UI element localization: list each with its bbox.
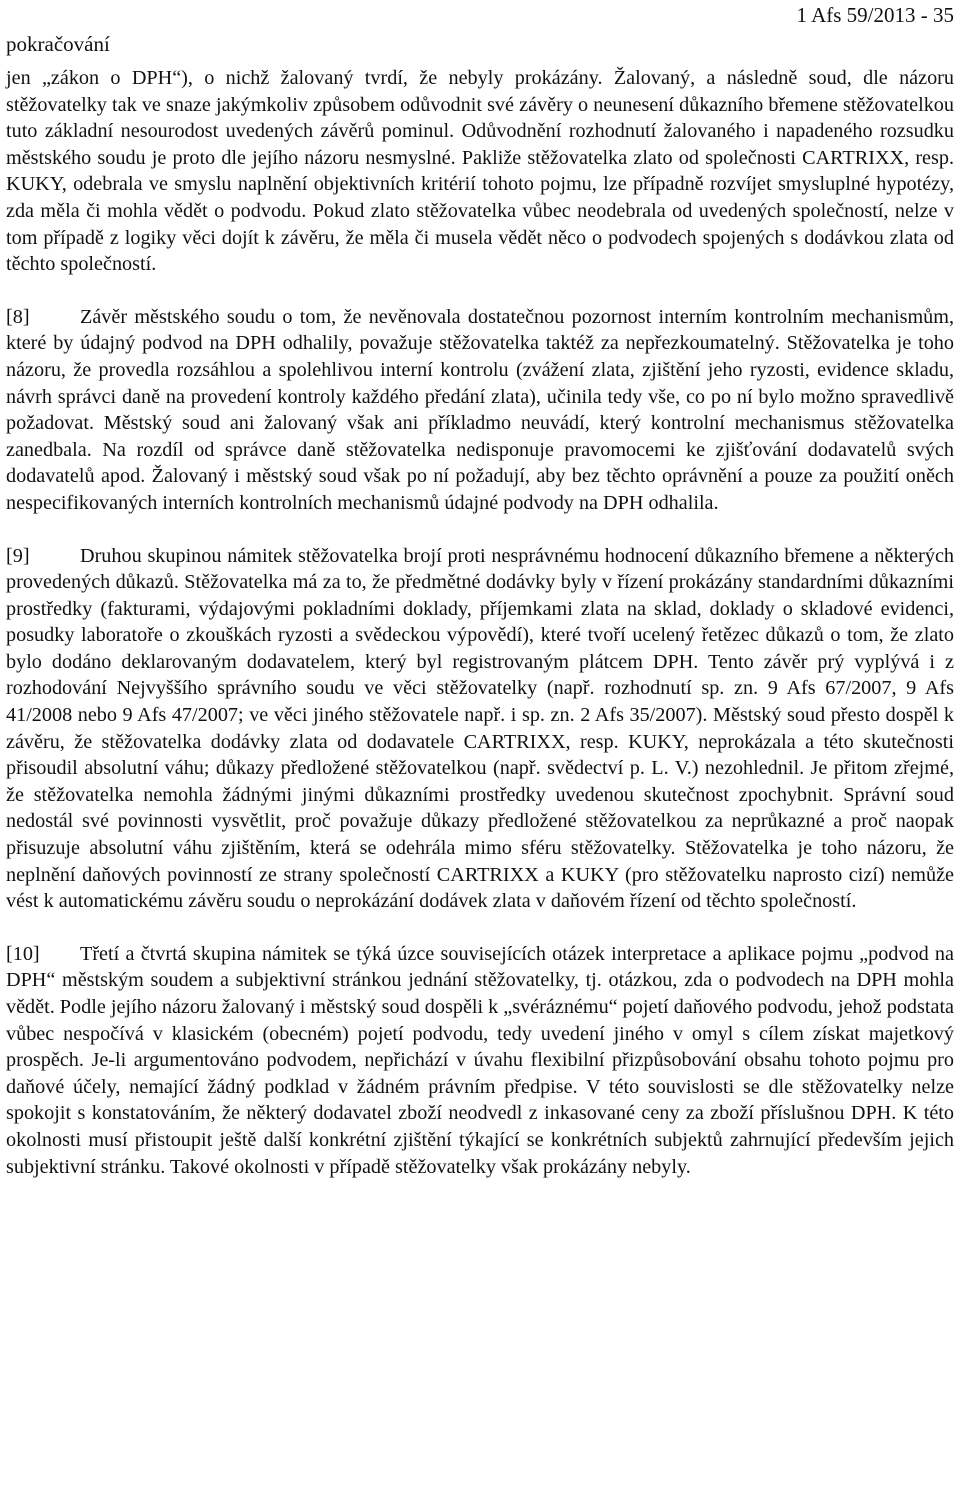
paragraph-number: [9]: [6, 544, 30, 567]
continuation-label: pokračování: [6, 32, 110, 56]
paragraph-continued: [6, 65, 954, 278]
paragraph-8: [6, 304, 954, 517]
paragraph-9: [6, 543, 954, 915]
paragraph-number: [10]: [6, 942, 40, 965]
paragraph-text: Druhou skupinou námitek stěžovatelka brojí proti nesprávnému hodnocení důkazního břemene a některých provedených důkazů. Stěžovatelka má za to, že předmětné dodávky byly v řízení prokázány standardními důkazními prostředky (fakturami, výdajovými pokladními doklady, příjemkami zlata na sklad, doklady o skladové evidenci, posudky laboratoře o zkouškách ryzosti a svědeckou výpovědí), které tvoří ucelený řetězec důkazů o tom, že zlato bylo dodáno deklarovaným dodavatelem, který byl registrovaným plátcem DPH. Tento závěr prý vyplývá i z rozhodování Nejvyššího správního soudu ve věci stěžovatelky (např. rozhodnutí sp. zn. 9 Afs 67/2007, 9 Afs 41/2008 nebo 9 Afs 47/2007; ve věci jiného stěžovatele např. i sp. zn. 2 Afs 35/2007). Městský soud přesto dospěl k závěru, že stěžovatelka dodávky zlata od dodavatele CARTRIXX, resp. KUKY, neprokázala a této skutečnosti přisoudil absolutní váhu; důkazy předložené stěžovatelkou (např. svědectví p. L. V.) nezohlednil. Je přitom zřejmé, že stěžovatelka nemohla žádnými jinými důkazními prostředky uvedenou skutečnost zpochybnit. Správní soud nedostál své povinnosti vysvětlit, proč považuje důkazy předložené stěžovatelkou za neprůkazné a proč naopak přisuzuje absolutní váhu zjištěním, která se odehrála mimo sféru stěžovatelky. Stěžovatelka je toho názoru, že neplnění daňových povinností ze strany společností CARTRIXX a KUKY (pro stěžovatelku naprosto cizí) nemůže vést k automatickému závěru soudu o neprokázání dodávek zlata v daňovém řízení od těchto společností.: [6, 544, 954, 913]
paragraph-text: jen „zákon o DPH“), o nichž žalovaný tvrdí, že nebyly prokázány. Žalovaný, a následně soud, dle názoru stěžovatelky tak ve snaze jakýmkoliv způsobem odůvodnit své závěry o neunesení důkazního břemene stěžovatelkou tuto základní nesourodost uvedených závěrů pominul. Odůvodnění rozhodnutí žalovaného i napadeného rozsudku městského soudu je proto dle jejího názoru nesmyslné. Pakliže stěžovatelka zlato od společnosti CARTRIXX, resp. KUKY, odebrala ve smyslu naplnění objektivních kritérií tohoto pojmu, lze případně rozvíjet smysluplné hypotézy, zda měla či mohla vědět o podvodu. Pokud zlato stěžovatelka vůbec neodebrala od uvedených společností, nelze v tom případě z logiky věci dojít k závěru, že měla či musela vědět něco o podvodech spojených s dodávkou zlata od těchto společností.: [6, 67, 954, 276]
paragraph-text: Třetí a čtvrtá skupina námitek se týká úzce souvisejících otázek interpretace a aplikace pojmu „podvod na DPH“ městským soudem a subjektivní stránkou jednání stěžovatelky, tj. otázkou, zda o podvodech na DPH mohla vědět. Podle jejího názoru žalovaný i městský soud dospěli k „svéráznému“ pojetí daňového podvodu, jehož podstata vůbec nespočívá v klasickém (obecném) pojetí podvodu, tedy uvedení jiného v omyl s cílem získat majetkový prospěch. Je-li argumentováno podvodem, nepřichází v úvahu flexibilní přizpůsobování obsahu tohoto pojmu pro daňové účely, nemající žádný podklad v žádném právním předpise. V této souvislosti se dle stěžovatelky nelze spokojit s konstatováním, že některý dodavatel zboží neodvedl z inkasované ceny za zboží příslušnou DPH. K této okolnosti musí přistoupit ještě další konkrétní zjištění týkající se konkrétních subjektů zahrnující především jejich subjektivní stránku. Takové okolnosti v případě stěžovatelky však prokázány nebyly.: [6, 942, 955, 1178]
document-body: [6, 65, 954, 1180]
paragraph-text: Závěr městského soudu o tom, že nevěnovala dostatečnou pozornost interním kontrolním mechanismům, které by údajný podvod na DPH odhalily, považuje stěžovatelka taktéž za nepřezkoumatelný. Stěžovatelka je toho názoru, že provedla rozsáhlou a spolehlivou interní kontrolu (zvážení zlata, zjištění jeho ryzosti, evidence skladu, návrh správci daně na provedení kontroly každého předání zlata), učinila tedy vše, co po ní bylo možno spravedlivě požadovat. Městský soud ani žalovaný však ani příkladmo neuvádí, který kontrolní mechanismus stěžovatelka zanedbala. Na rozdíl od správce daně stěžovatelka nedisponuje pravomocemi ke zjišťování dodavatelů svých dodavatelů apod. Žalovaný i městský soud však po ní požadují, aby bez těchto oprávnění a pouze za použití oněch nespecifikovaných interních kontrolních mechanismů údajné podvody na DPH odhalila.: [6, 305, 954, 514]
paragraph-10: [6, 941, 954, 1180]
page-header: [6, 2, 954, 62]
paragraph-number: [8]: [6, 305, 30, 328]
case-number: 1 Afs 59/2013 - 35: [796, 3, 954, 27]
